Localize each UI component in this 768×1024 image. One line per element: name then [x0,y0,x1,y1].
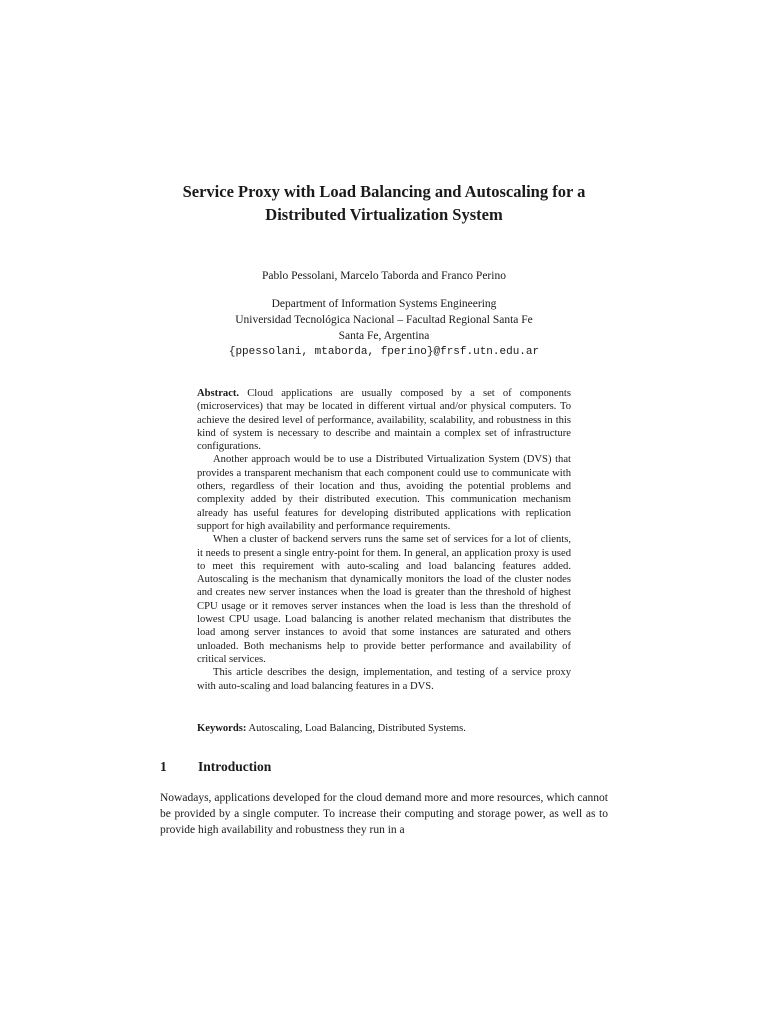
university: Universidad Tecnológica Nacional – Facultad Regional Santa Fe [235,314,533,326]
location: Santa Fe, Argentina [338,330,430,342]
section-number: 1 [160,759,167,774]
abstract-paragraph-2: Another approach would be to use a Distributed Virtualization System (DVS) that provides a transparent mechanism that each component could use to communicate with others, regardless of their location and thus, avoiding the potential problems and complexity added by their distributed execution. This communication mechanism already has useful features for developing distributed applications with replication support for high availability and performance requirements. [197,454,571,532]
abstract-paragraph-4: This article describes the design, implementation, and testing of a service proxy with auto-scaling and load balancing features in a DVS. [197,667,571,692]
author-emails: {ppessolani, mtaborda, fperino}@frsf.utn.edu.ar [228,346,540,358]
keywords-text: Autoscaling, Load Balancing, Distributed Systems. [246,723,466,734]
title-line-1: Service Proxy with Load Balancing and Autoscaling for a [182,182,586,201]
abstract [197,387,571,693]
section-title: Introduction [198,759,272,774]
keywords-label: Keywords: [197,723,247,734]
affiliation-block [120,296,648,360]
keywords [197,722,571,736]
abstract-label: Abstract. [197,388,240,399]
title-line-2: Distributed Virtualization System [265,205,503,224]
abstract-text-1: Cloud applications are usually composed by a set of components (microservices) that may be located in different virtual and/or physical computers. To achieve the desired level of performance, availability, scalability, and robustness in this kind of system is necessary to describe and maintain a complex set of infrastructure configurations. [197,388,571,453]
paper-title [120,180,648,226]
section-heading-introduction [160,758,271,776]
department: Department of Information Systems Engineering [271,298,497,310]
abstract-paragraph-1 [197,387,571,453]
introduction-body [160,790,608,838]
author-list: Pablo Pessolani, Marcelo Taborda and Franco Perino [262,270,506,282]
abstract-paragraph-3: When a cluster of backend servers runs the same set of services for a lot of clients, it needs to present a single entry-point for them. In general, an application proxy is used to meet this requirement with auto-scaling and load balancing features added. Autoscaling is the mechanism that dynamically monitors the load of the cluster nodes and creates new server instances when the load is greater than the threshold of highest CPU usage or it removes server instances when the load is less than the threshold of lowest CPU usage. Load balancing is another related mechanism that distributes the load among server instances to avoid that some instances are saturated and others unloaded. Both mechanisms help to provide better performance and availability of critical services. [197,534,571,665]
introduction-paragraph: Nowadays, applications developed for the cloud demand more and more resources, which cannot be provided by a single computer. To increase their computing and storage power, as well as to provide high availability and robustness they run in a [160,792,608,836]
